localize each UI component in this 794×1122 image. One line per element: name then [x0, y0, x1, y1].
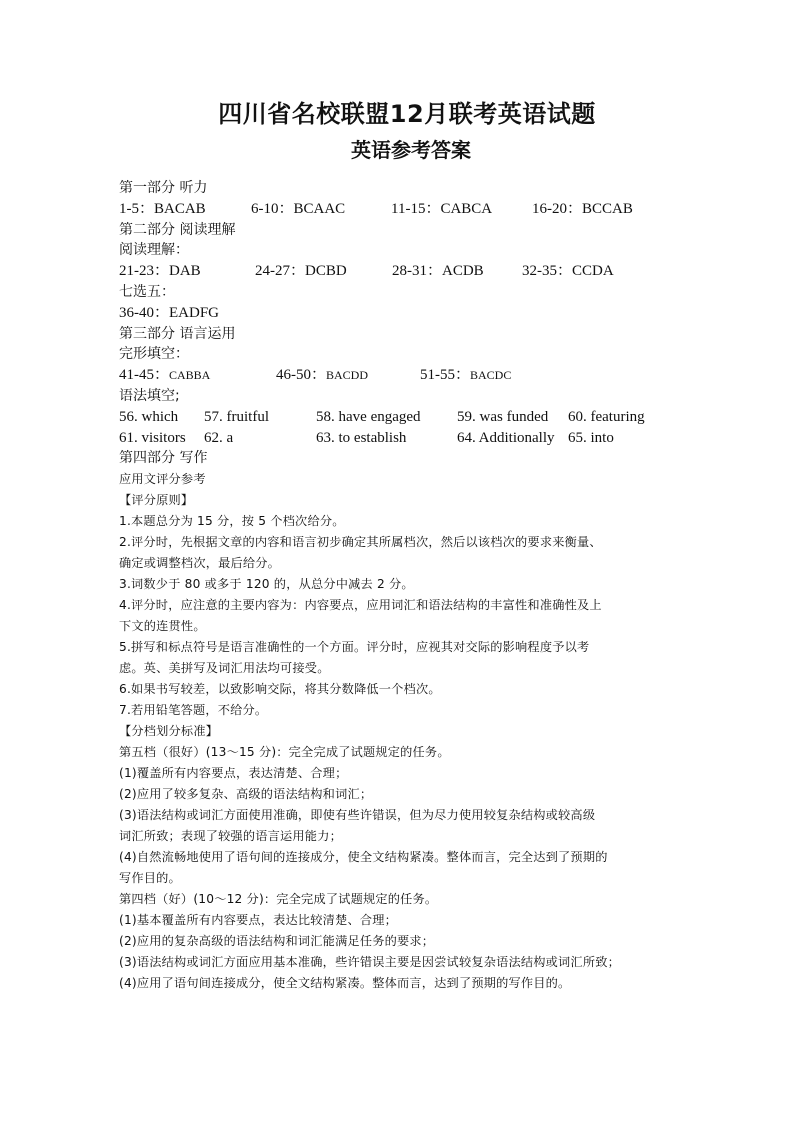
principle-item: 6.如果书写较差，以致影响交际，将其分数降低一个档次。	[119, 682, 441, 697]
cloze-answers-row	[119, 365, 679, 386]
principle-item: 虑。英、美拼写及词汇用法均可接受。	[119, 661, 330, 676]
listening-answer: 6-10：BCAAC	[251, 200, 346, 217]
level5-item: (1)覆盖所有内容要点，表达清楚、合理；	[119, 766, 348, 781]
principle-item: 5.拼写和标点符号是语言准确性的一个方面。评分时，应视其对交际的影响程度予以考	[119, 640, 590, 655]
grammar-answer: 60. featuring	[568, 408, 645, 425]
listening-answer: 1-5：BACAB	[119, 200, 206, 217]
level4-item: (3)语法结构或词汇方面应用基本准确，些许错误主要是因尝试较复杂语法结构或词汇所致；	[119, 955, 620, 970]
part3-heading: 第三部分 语言运用	[119, 325, 236, 342]
reading-answer: 32-35：CCDA	[522, 263, 614, 280]
writing-subheading: 应用文评分参考	[119, 472, 206, 487]
grammar-answer: 61. visitors	[119, 429, 186, 446]
part2-heading: 第二部分 阅读理解	[119, 221, 236, 238]
listening-answer: 11-15：CABCA	[391, 200, 493, 217]
part1-heading: 第一部分 听力	[119, 180, 208, 196]
level5-item: (2)应用了较多复杂、高级的语法结构和词汇；	[119, 787, 373, 802]
reading-answers-row	[119, 261, 679, 282]
cloze-answer	[276, 365, 368, 386]
level5-item: (3)语法结构或词汇方面使用准确，即使有些许错误，但为尽力使用较复杂结构或较高级	[119, 808, 596, 823]
seven-choice-answer: 36-40：EADFG	[119, 304, 219, 321]
grammar-answer: 62. a	[204, 429, 234, 446]
principle-item: 下文的连贯性。	[119, 619, 206, 634]
cloze-range: 46-50：	[276, 367, 326, 384]
level4-item: (4)应用了语句间连接成分，使全文结构紧凑。整体而言，达到了预期的写作目的。	[119, 976, 571, 991]
cloze-answer	[119, 365, 210, 386]
principles-title: 【评分原则】	[119, 493, 194, 508]
grammar-answer: 58. have engaged	[316, 408, 421, 425]
principle-item: 7.若用铅笔答题，不给分。	[119, 703, 268, 718]
reading-answer: 24-27：DCBD	[255, 263, 347, 280]
reading-label: 阅读理解：	[119, 242, 189, 259]
grammar-answer: 56. which	[119, 408, 179, 425]
grammar-answer: 59. was funded	[457, 408, 549, 425]
part4-heading: 第四部分 写作	[119, 450, 208, 467]
cloze-letters: BACDC	[470, 368, 512, 383]
level5-heading: 第五档（很好）(13～15 分)：完全完成了试题规定的任务。	[119, 745, 450, 760]
level5-item: (4)自然流畅地使用了语句间的连接成分，使全文结构紧凑。整体而言，完全达到了预期的	[119, 850, 608, 865]
principle-item: 3.词数少于 80 或多于 120 的，从总分中减去 2 分。	[119, 577, 414, 592]
page-title: 四川省名校联盟12月联考英语试题	[218, 100, 596, 128]
grammar-label: 语法填空;	[119, 387, 180, 404]
cloze-range: 51-55：	[420, 367, 470, 384]
reading-answer: 21-23：DAB	[119, 263, 201, 280]
cloze-answer	[420, 365, 511, 386]
level4-item: (2)应用的复杂高级的语法结构和词汇能满足任务的要求；	[119, 934, 435, 949]
level5-item: 词汇所致；表现了较强的语言运用能力；	[119, 829, 342, 844]
grammar-answers-row-1	[119, 407, 679, 428]
principle-item: 4.评分时，应注意的主要内容为：内容要点，应用词汇和语法结构的丰富性和准确性及上	[119, 598, 602, 613]
levels-title: 【分档划分标准】	[119, 724, 219, 739]
cloze-range: 41-45：	[119, 367, 169, 384]
seven-choice-label: 七选五：	[119, 283, 175, 300]
principle-item: 1.本题总分为 15 分，按 5 个档次给分。	[119, 514, 345, 529]
grammar-answer: 57. fruitful	[204, 408, 269, 425]
principle-item: 2.评分时，先根据文章的内容和语言初步确定其所属档次，然后以该档次的要求来衡量、	[119, 535, 602, 550]
answer-content	[119, 178, 679, 994]
cloze-label: 完形填空：	[119, 346, 189, 363]
grammar-answers-row-2	[119, 428, 679, 449]
grammar-answer: 65. into	[568, 429, 614, 446]
level4-heading: 第四档（好）(10～12 分)：完全完成了试题规定的任务。	[119, 892, 438, 907]
level5-item: 写作目的。	[119, 871, 181, 886]
cloze-letters: BACDD	[326, 368, 369, 383]
listening-answers-row	[119, 199, 679, 220]
page-subtitle: 英语参考答案	[351, 138, 471, 162]
principle-item: 确定或调整档次，最后给分。	[119, 556, 281, 571]
listening-answer: 16-20：BCCAB	[532, 200, 633, 217]
grammar-answer: 63. to establish	[316, 429, 407, 446]
reading-answer: 28-31：ACDB	[392, 263, 484, 280]
cloze-letters: CABBA	[169, 368, 211, 383]
level4-item: (1)基本覆盖所有内容要点，表达比较清楚、合理；	[119, 913, 398, 928]
grammar-answer: 64. Additionally	[457, 429, 555, 446]
